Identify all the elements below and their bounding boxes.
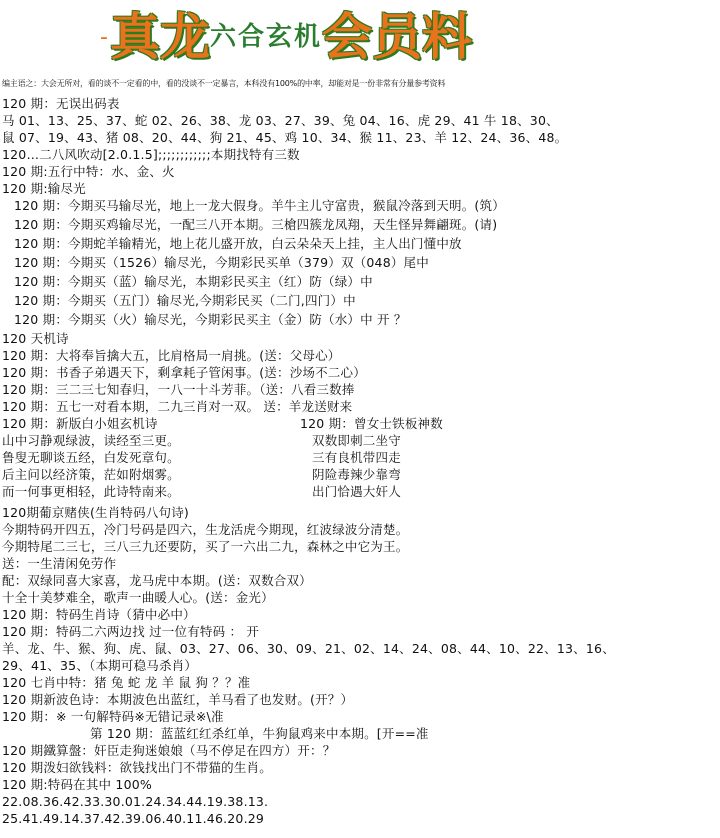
text-line: 120 期：曾女士铁板神数 <box>300 416 443 431</box>
text-line: 120 期:输尽光 <box>2 181 86 196</box>
text-line: 第 120 期：蓝蓝红红杀红单，牛狗鼠鸡来中本期。[开==准 <box>90 726 429 741</box>
text-line: 双数即刺二坐守 <box>312 433 401 448</box>
text-line: 120 期：特码二六两边找 过一位有特码 ： 开 <box>2 624 260 639</box>
text-line: 后主问以经济策，茫如附烟雾。 <box>2 467 180 482</box>
banner-title-right: 会员料 <box>321 7 472 66</box>
text-line: 120 期泼妇欲钱料：欲钱找出门不带猫的生肖。 <box>2 760 272 775</box>
text-line: 羊、龙、牛、猴、狗、虎、鼠、03、27、06、30、09、21、02、14、24、08、44、10、22、13、16、 <box>2 641 615 656</box>
text-line: 120…二八风吹动[2.0.1.5];;;;;;;;;;;;本期找特有三数 <box>2 147 300 162</box>
banner-title-left: 真龙 <box>109 7 210 66</box>
text-line: 120 期：今期买（火）输尽光，今期彩民买主（金）防（水）中 开 ？ <box>14 312 407 327</box>
text-line: 120 期：新版白小姐玄机诗 <box>2 416 158 431</box>
text-line: 120 期：今期买马输尽光，地上一龙大假身。羊牛主儿守富贵，猴鼠冷落到天明。(筑） <box>14 198 505 213</box>
text-line: 120 期新波色诗：本期波色出蓝红，羊马看了也发财。(开？） <box>2 692 354 707</box>
text-line: 120 期：无误出码表 <box>2 96 120 111</box>
text-line: 120 期：大将奉旨擒大五，比肩格局一肩挑。(送：父母心） <box>2 348 341 363</box>
text-line: 120 期：书香子弟遇天下，剩拿耗子管闲事。(送：沙场不二心） <box>2 365 366 380</box>
text-line: 120 天机诗 <box>2 331 69 346</box>
text-line: 120 期：特码生肖诗（猜中必中） <box>2 607 196 622</box>
text-line: 120 期鐵算盤：奸臣走狗迷娘娘（马不停足在四方）开：？ <box>2 743 336 758</box>
text-line: 鲁叟无聊谈五经，白发死章句。 <box>2 450 180 465</box>
text-line: 120 期：三二三七知春归，一八一十斗芳菲。（送：八看三数捧 <box>2 382 355 397</box>
text-line: 十全十美梦难全，歌声一曲暖人心。(送：金光） <box>2 590 274 605</box>
text-line: 送：一生清闲免劳作 <box>2 556 117 571</box>
text-line: 而一何事更相轻，此诗特南来。 <box>2 484 180 499</box>
text-line: 鼠 07、19、43、猪 08、20、44、狗 21、45、鸡 10、34、猴 11、23、羊 12、24、36、48。 <box>2 130 568 145</box>
text-line: 120 期：今期蛇羊输精光，地上花儿盛开放，白云朵朵天上挂，主人出门懂中放 <box>14 236 462 251</box>
editor-note: 编主语之：大会无所对，看的谈不一定看的中，看的没谈不一定暴言，本科没有100%的中率，却能对是一份非常有分量参考资料 <box>2 79 446 88</box>
text-line: 29、41、35、（本期可稳马杀肖） <box>2 658 198 673</box>
text-line: 120 期：今期买（五门）输尽光,今期彩民买（二门,四门）中 <box>14 293 356 308</box>
text-line: 120 期：今期买（蓝）输尽光，本期彩民买主（红）防（绿）中 <box>14 274 373 289</box>
text-line: 120 期：今期买鸡输尽光，一配三八开本期。三槍四簇龙凤翔，天生怪异舞翩斑。(请) <box>14 217 498 232</box>
text-line: 25.41.49.14.37.42.39.06.40.11.46.20.29 <box>2 811 265 826</box>
text-line: 120期葡京赌侠(生肖特码八句诗) <box>2 505 190 520</box>
banner-dash: - <box>100 24 108 50</box>
text-line: 今期特尾二三七，三八三九还要防，买了一六出二九，森林之中它为王。 <box>2 539 409 554</box>
text-line: 阴险毒辣少靠弯 <box>312 467 401 482</box>
text-line: 山中习静观绿波，读经至三更。 <box>2 433 180 448</box>
banner-logo <box>100 6 530 72</box>
text-line: 配：双绿同喜大家喜，龙马虎中本期。(送：双数合双） <box>2 573 312 588</box>
text-line: 120 期：五七一对看本期，二九三肖对一双。 送：羊龙送财来 <box>2 399 353 414</box>
text-line: 120 期:五行中特：水、金、火 <box>2 164 175 179</box>
text-line: 今期特码开四五，冷门号码是四六，生龙活虎今期现，红波绿波分清楚。 <box>2 522 409 537</box>
text-line: 三有良机带四走 <box>312 450 401 465</box>
text-line: 出门恰遇大奸人 <box>312 484 401 499</box>
banner-title-middle: 六合玄机 <box>209 22 322 52</box>
text-line: 120 期:特码在其中 100% <box>2 777 152 792</box>
text-line: 120 期：※ 一句解特码※无错记录※\准 <box>2 709 224 724</box>
text-line: 马 01、13、25、37、蛇 02、26、38、龙 03、27、39、兔 04、16、虎 29、41 牛 18、30、 <box>2 113 559 128</box>
text-line: 120 期：今期买（1526）输尽光，今期彩民买单（379）双（048）尾中 <box>14 255 429 270</box>
text-line: 22.08.36.42.33.30.01.24.34.44.19.38.13. <box>2 794 269 809</box>
text-line: 120 七肖中特：猪 兔 蛇 龙 羊 鼠 狗 ？？准 <box>2 675 251 690</box>
